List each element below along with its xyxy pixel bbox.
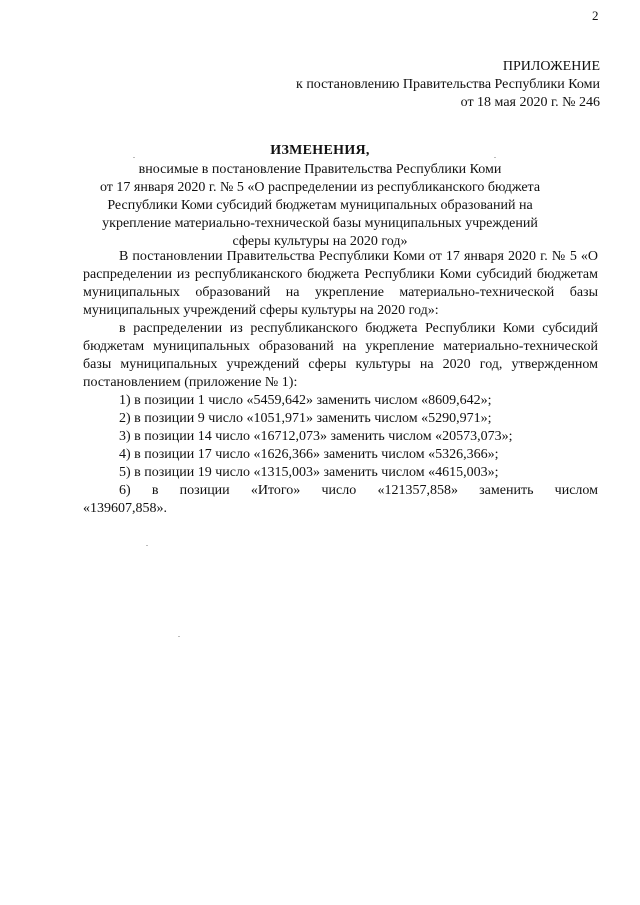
- amendment-item: 5) в позиции 19 число «1315,003» заменить числом «4615,003»;: [119, 465, 499, 480]
- amendment-item: 2) в позиции 9 число «1051,971» заменить числом «5290,971»;: [119, 411, 492, 426]
- title-heading: ИЗМЕНЕНИЯ,: [270, 143, 370, 158]
- appendix-label: ПРИЛОЖЕНИЕ: [502, 59, 600, 74]
- title-line: вносимые в постановление Правительства Республики Коми: [138, 162, 502, 177]
- amendment-item-total: 6) в позиции «Итого» число «121357,858» заменить числом: [119, 483, 598, 498]
- distribution-paragraph: в распределении из республиканского бюджета Республики Коми субсидий бюджетам муниципальных образований на укрепление материально-технической базы муниципальных учреждений сферы культуры на 2020 год, утвержденном постановлением (приложение № 1):: [83, 321, 598, 390]
- appendix-header: [296, 58, 600, 112]
- scan-speck: [133, 157, 135, 158]
- document-title: [60, 142, 580, 251]
- scan-speck: [146, 545, 148, 546]
- appendix-reference: к постановлению Правительства Республики Коми: [296, 77, 600, 92]
- title-line: от 17 января 2020 г. № 5 «О распределении из республиканского бюджета: [99, 180, 541, 195]
- amendment-item: 1) в позиции 1 число «5459,642» заменить числом «8609,642»;: [119, 393, 492, 408]
- title-line: сферы культуры на 2020 год»: [232, 234, 408, 249]
- appendix-date: от 18 мая 2020 г. № 246: [460, 95, 600, 110]
- title-line: Республики Коми субсидий бюджетам муниципальных образований на: [107, 198, 533, 213]
- scan-speck: [494, 157, 496, 158]
- scan-speck: [178, 636, 180, 637]
- page-number: 2: [592, 8, 599, 23]
- amendment-item: 4) в позиции 17 число «1626,366» заменить числом «5326,366»;: [119, 447, 499, 462]
- title-line: укрепление материально-технической базы муниципальных учреждений: [102, 216, 538, 231]
- amendment-item-total-value: «139607,858».: [83, 501, 167, 516]
- amendments-list: [83, 392, 598, 500]
- document-body: [83, 248, 598, 518]
- amendment-item: 3) в позиции 14 число «16712,073» заменить числом «20573,073»;: [119, 429, 513, 444]
- intro-paragraph: В постановлении Правительства Республики Коми от 17 января 2020 г. № 5 «О распределении из республиканского бюджета Республики Коми субсидий бюджетам муниципальных образований на укрепление материально-технической базы муниципальных учреждений сферы культуры на 2020 год»:: [83, 249, 598, 318]
